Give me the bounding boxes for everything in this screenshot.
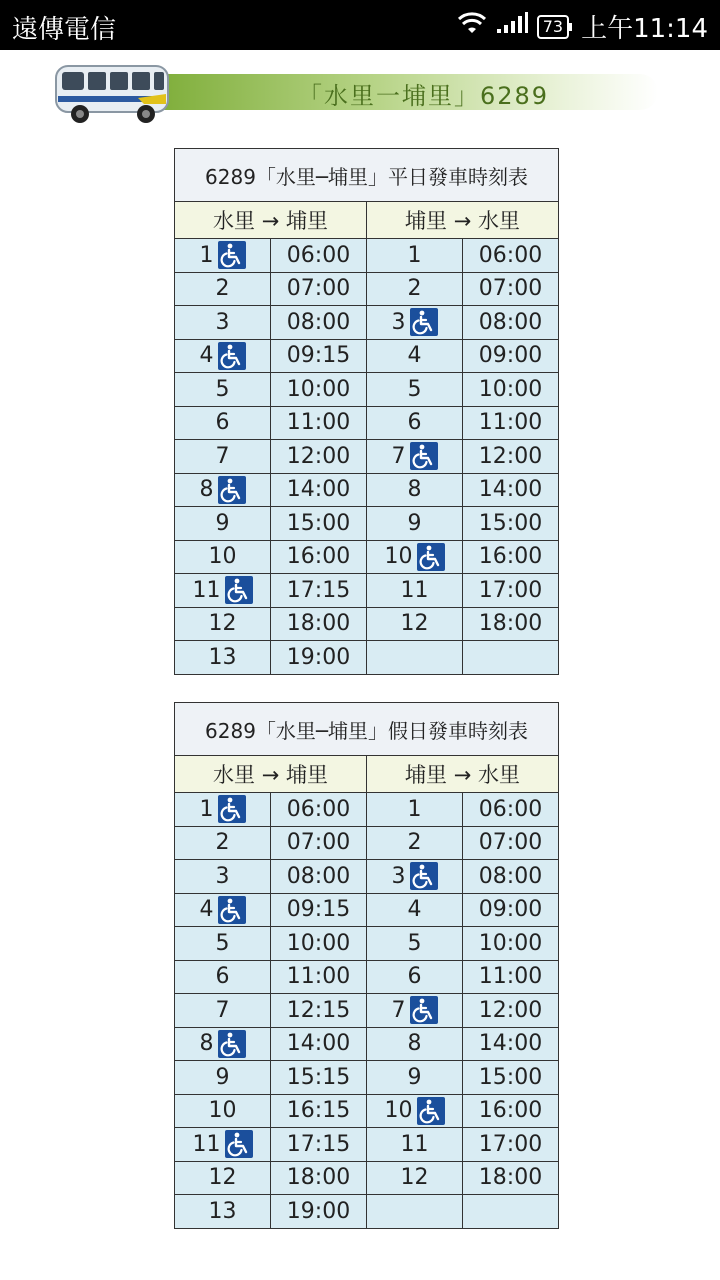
trip-number: 5 xyxy=(407,376,422,402)
departure-time-left: 19:00 xyxy=(271,641,367,675)
trip-number: 5 xyxy=(407,930,422,956)
trip-number: 1 xyxy=(407,242,422,268)
trip-number-wrap xyxy=(408,410,422,435)
trip-number: 8 xyxy=(407,477,422,503)
departure-time-left: 09:15 xyxy=(271,893,367,927)
trip-number-right xyxy=(367,960,463,994)
trip-number: 4 xyxy=(199,897,214,923)
table-row xyxy=(175,406,559,440)
wheelchair-icon xyxy=(410,996,438,1024)
trip-number-wrap xyxy=(209,544,237,569)
departure-time-right: 08:00 xyxy=(463,860,559,894)
trip-number: 5 xyxy=(215,376,230,402)
trip-number-wrap xyxy=(408,830,422,855)
departure-time-right xyxy=(463,641,559,675)
trip-number: 2 xyxy=(215,830,230,856)
trip-number-left xyxy=(175,793,271,827)
trip-number-right xyxy=(367,994,463,1028)
table-row xyxy=(175,339,559,373)
trip-number: 2 xyxy=(215,276,230,302)
wheelchair-icon xyxy=(410,862,438,890)
route-banner xyxy=(48,58,668,128)
trip-number-wrap xyxy=(209,1199,237,1224)
table-row xyxy=(175,893,559,927)
trip-number-left xyxy=(175,1195,271,1229)
trip-number-left xyxy=(175,507,271,541)
trip-number: 8 xyxy=(407,1031,422,1057)
wheelchair-icon xyxy=(410,442,438,470)
trip-number-right xyxy=(367,540,463,574)
table-row xyxy=(175,826,559,860)
wheelchair-icon xyxy=(225,576,253,604)
table-row xyxy=(175,440,559,474)
table-row xyxy=(175,994,559,1028)
trip-number-left xyxy=(175,239,271,273)
departure-time-left: 08:00 xyxy=(271,860,367,894)
trip-number-left xyxy=(175,1094,271,1128)
table-row xyxy=(175,1161,559,1195)
trip-number-wrap xyxy=(401,1165,429,1190)
trip-number: 13 xyxy=(208,644,237,670)
table-row xyxy=(175,306,559,340)
wheelchair-icon xyxy=(218,342,246,370)
departure-time-left: 11:00 xyxy=(271,960,367,994)
trip-number: 10 xyxy=(384,1098,413,1124)
table-row xyxy=(175,473,559,507)
departure-time-left: 15:00 xyxy=(271,507,367,541)
status-bar xyxy=(0,0,720,50)
trip-number: 11 xyxy=(192,1131,221,1157)
trip-number-wrap xyxy=(408,797,422,822)
departure-time-left: 12:00 xyxy=(271,440,367,474)
trip-number: 10 xyxy=(208,1098,237,1124)
wheelchair-icon xyxy=(218,1030,246,1058)
table-row xyxy=(175,1128,559,1162)
trip-number: 10 xyxy=(208,544,237,570)
trip-number: 7 xyxy=(391,443,406,469)
signal-icon xyxy=(495,11,529,42)
trip-number-wrap xyxy=(408,276,422,301)
trip-number-wrap xyxy=(209,1098,237,1123)
departure-time-right: 15:00 xyxy=(463,507,559,541)
trip-number: 4 xyxy=(199,343,214,369)
weekday-caption: 6289「水里─埔里」平日發車時刻表 xyxy=(175,149,559,202)
trip-number-left xyxy=(175,540,271,574)
departure-time-right: 14:00 xyxy=(463,473,559,507)
trip-number: 1 xyxy=(199,242,214,268)
trip-number-right xyxy=(367,473,463,507)
departure-time-right: 18:00 xyxy=(463,607,559,641)
trip-number-left xyxy=(175,860,271,894)
wheelchair-icon xyxy=(218,795,246,823)
trip-number-left xyxy=(175,406,271,440)
departure-time-right: 06:00 xyxy=(463,239,559,273)
table-row xyxy=(175,1027,559,1061)
trip-number: 8 xyxy=(199,477,214,503)
departure-time-left: 16:00 xyxy=(271,540,367,574)
trip-number-wrap xyxy=(216,964,230,989)
departure-time-right: 10:00 xyxy=(463,927,559,961)
trip-number-wrap xyxy=(408,343,422,368)
trip-number-left xyxy=(175,1128,271,1162)
trip-number-left xyxy=(175,1061,271,1095)
departure-time-right: 06:00 xyxy=(463,793,559,827)
trip-number: 1 xyxy=(407,796,422,822)
trip-number: 13 xyxy=(208,1198,237,1224)
wifi-icon xyxy=(457,11,487,42)
trip-number-wrap xyxy=(408,243,422,268)
trip-number-wrap xyxy=(408,477,422,502)
departure-time-right: 09:00 xyxy=(463,339,559,373)
table-row xyxy=(175,540,559,574)
trip-number-wrap xyxy=(216,511,230,536)
trip-number-wrap xyxy=(408,1031,422,1056)
departure-time-left: 07:00 xyxy=(271,272,367,306)
departure-time-right: 09:00 xyxy=(463,893,559,927)
trip-number: 10 xyxy=(384,544,413,570)
trip-number-wrap xyxy=(385,1097,445,1125)
bus-icon xyxy=(48,58,178,128)
departure-time-right: 11:00 xyxy=(463,960,559,994)
trip-number: 6 xyxy=(407,964,422,990)
trip-number-right xyxy=(367,1094,463,1128)
trip-number-right xyxy=(367,272,463,306)
trip-number-left xyxy=(175,960,271,994)
trip-number-wrap xyxy=(401,578,429,603)
trip-number-wrap xyxy=(216,444,230,469)
trip-number-wrap xyxy=(216,931,230,956)
trip-number-wrap xyxy=(408,897,422,922)
trip-number-wrap xyxy=(209,1165,237,1190)
departure-time-left: 18:00 xyxy=(271,1161,367,1195)
clock: 上午11:14 xyxy=(581,14,708,44)
weekday-dir-left: 水里 → 埔里 xyxy=(175,202,367,239)
trip-number-wrap xyxy=(216,410,230,435)
weekday-dir-right: 埔里 → 水里 xyxy=(367,202,559,239)
departure-time-right: 16:00 xyxy=(463,1094,559,1128)
trip-number-wrap xyxy=(408,1065,422,1090)
trip-number: 11 xyxy=(400,1131,429,1157)
departure-time-left: 19:00 xyxy=(271,1195,367,1229)
wheelchair-icon xyxy=(218,476,246,504)
trip-number-left xyxy=(175,440,271,474)
wheelchair-icon xyxy=(218,241,246,269)
table-row xyxy=(175,927,559,961)
table-row xyxy=(175,373,559,407)
trip-number-wrap xyxy=(216,377,230,402)
trip-number-right xyxy=(367,507,463,541)
departure-time-left: 12:15 xyxy=(271,994,367,1028)
trip-number-left xyxy=(175,994,271,1028)
trip-number-wrap xyxy=(408,964,422,989)
trip-number-wrap xyxy=(216,864,230,889)
departure-time-left: 14:00 xyxy=(271,473,367,507)
table-row xyxy=(175,607,559,641)
trip-number-left xyxy=(175,641,271,675)
trip-number: 12 xyxy=(400,611,429,637)
trip-number-wrap xyxy=(408,511,422,536)
wheelchair-icon xyxy=(225,1130,253,1158)
trip-number: 9 xyxy=(407,1064,422,1090)
departure-time-right: 16:00 xyxy=(463,540,559,574)
departure-time-right xyxy=(463,1195,559,1229)
trip-number: 6 xyxy=(215,964,230,990)
trip-number-wrap xyxy=(200,241,246,269)
departure-time-left: 08:00 xyxy=(271,306,367,340)
trip-number-left xyxy=(175,272,271,306)
trip-number-right xyxy=(367,339,463,373)
departure-time-right: 12:00 xyxy=(463,994,559,1028)
banner-title: 「水里一埔里」6289 xyxy=(298,82,550,110)
trip-number-right xyxy=(367,440,463,474)
trip-number-left xyxy=(175,306,271,340)
trip-number-right xyxy=(367,1161,463,1195)
departure-time-left: 06:00 xyxy=(271,793,367,827)
trip-number: 11 xyxy=(192,577,221,603)
trip-number: 3 xyxy=(391,309,406,335)
trip-number-right xyxy=(367,306,463,340)
trip-number: 9 xyxy=(215,1064,230,1090)
trip-number: 2 xyxy=(407,830,422,856)
table-row xyxy=(175,507,559,541)
trip-number: 3 xyxy=(215,863,230,889)
departure-time-right: 07:00 xyxy=(463,272,559,306)
trip-number: 4 xyxy=(407,897,422,923)
table-row xyxy=(175,1094,559,1128)
trip-number: 7 xyxy=(215,997,230,1023)
departure-time-right: 11:00 xyxy=(463,406,559,440)
departure-time-left: 09:15 xyxy=(271,339,367,373)
departure-time-left: 17:15 xyxy=(271,574,367,608)
trip-number: 3 xyxy=(215,309,230,335)
trip-number-wrap xyxy=(200,795,246,823)
departure-time-left: 14:00 xyxy=(271,1027,367,1061)
trip-number-right xyxy=(367,239,463,273)
trip-number: 7 xyxy=(391,997,406,1023)
trip-number-wrap xyxy=(216,310,230,335)
table-row xyxy=(175,641,559,675)
wheelchair-icon xyxy=(410,308,438,336)
trip-number-right xyxy=(367,373,463,407)
holiday-caption: 6289「水里─埔里」假日發車時刻表 xyxy=(175,703,559,756)
departure-time-left: 10:00 xyxy=(271,927,367,961)
departure-time-left: 18:00 xyxy=(271,607,367,641)
trip-number-left xyxy=(175,826,271,860)
trip-number-wrap xyxy=(408,931,422,956)
trip-number-wrap xyxy=(392,996,438,1024)
trip-number-wrap xyxy=(193,1130,253,1158)
departure-time-left: 11:00 xyxy=(271,406,367,440)
trip-number-right xyxy=(367,1027,463,1061)
departure-time-right: 08:00 xyxy=(463,306,559,340)
departure-time-right: 18:00 xyxy=(463,1161,559,1195)
trip-number-right xyxy=(367,893,463,927)
trip-number-right xyxy=(367,641,463,675)
table-row xyxy=(175,860,559,894)
holiday-dir-right: 埔里 → 水里 xyxy=(367,756,559,793)
departure-time-left: 10:00 xyxy=(271,373,367,407)
trip-number-left xyxy=(175,574,271,608)
trip-number-wrap xyxy=(408,377,422,402)
wheelchair-icon xyxy=(218,896,246,924)
trip-number-wrap xyxy=(392,862,438,890)
departure-time-left: 06:00 xyxy=(271,239,367,273)
departure-time-right: 17:00 xyxy=(463,574,559,608)
trip-number-wrap xyxy=(216,830,230,855)
trip-number-wrap xyxy=(401,1132,429,1157)
table-row xyxy=(175,272,559,306)
trip-number-left xyxy=(175,473,271,507)
trip-number-left xyxy=(175,373,271,407)
status-icons xyxy=(457,8,708,45)
trip-number-left xyxy=(175,339,271,373)
trip-number-left xyxy=(175,607,271,641)
trip-number-right xyxy=(367,1195,463,1229)
trip-number-right xyxy=(367,1061,463,1095)
table-row xyxy=(175,1061,559,1095)
departure-time-left: 15:15 xyxy=(271,1061,367,1095)
trip-number-wrap xyxy=(216,1065,230,1090)
trip-number-left xyxy=(175,1027,271,1061)
trip-number-right xyxy=(367,1128,463,1162)
trip-number-left xyxy=(175,893,271,927)
weekday-timetable xyxy=(174,148,559,675)
trip-number-right xyxy=(367,607,463,641)
wheelchair-icon xyxy=(417,543,445,571)
trip-number: 7 xyxy=(215,443,230,469)
trip-number-wrap xyxy=(401,611,429,636)
departure-time-right: 07:00 xyxy=(463,826,559,860)
banner-strip xyxy=(158,74,658,110)
carrier-name: 遠傳電信 xyxy=(12,15,117,45)
trip-number-right xyxy=(367,826,463,860)
trip-number: 5 xyxy=(215,930,230,956)
departure-time-right: 17:00 xyxy=(463,1128,559,1162)
trip-number: 8 xyxy=(199,1031,214,1057)
trip-number-wrap xyxy=(200,476,246,504)
trip-number: 9 xyxy=(215,510,230,536)
trip-number-wrap xyxy=(193,576,253,604)
trip-number: 2 xyxy=(407,276,422,302)
trip-number-right xyxy=(367,793,463,827)
trip-number: 9 xyxy=(407,510,422,536)
table-row xyxy=(175,1195,559,1229)
table-row xyxy=(175,239,559,273)
trip-number-right xyxy=(367,927,463,961)
holiday-dir-left: 水里 → 埔里 xyxy=(175,756,367,793)
departure-time-right: 10:00 xyxy=(463,373,559,407)
trip-number: 11 xyxy=(400,577,429,603)
departure-time-right: 14:00 xyxy=(463,1027,559,1061)
trip-number: 12 xyxy=(208,1165,237,1191)
battery-icon: 73 xyxy=(537,15,569,39)
trip-number-wrap xyxy=(392,442,438,470)
trip-number-wrap xyxy=(392,308,438,336)
trip-number-wrap xyxy=(200,1030,246,1058)
trip-number-wrap xyxy=(200,896,246,924)
table-row xyxy=(175,574,559,608)
holiday-timetable xyxy=(174,702,559,1229)
departure-time-left: 16:15 xyxy=(271,1094,367,1128)
trip-number-wrap xyxy=(216,276,230,301)
trip-number-wrap xyxy=(385,543,445,571)
trip-number: 12 xyxy=(208,611,237,637)
wheelchair-icon xyxy=(417,1097,445,1125)
trip-number-wrap xyxy=(200,342,246,370)
departure-time-right: 12:00 xyxy=(463,440,559,474)
trip-number-right xyxy=(367,860,463,894)
departure-time-right: 15:00 xyxy=(463,1061,559,1095)
trip-number-left xyxy=(175,1161,271,1195)
trip-number: 4 xyxy=(407,343,422,369)
trip-number-wrap xyxy=(216,998,230,1023)
trip-number: 6 xyxy=(215,410,230,436)
departure-time-left: 07:00 xyxy=(271,826,367,860)
table-row xyxy=(175,793,559,827)
trip-number-right xyxy=(367,406,463,440)
table-row xyxy=(175,960,559,994)
trip-number-left xyxy=(175,927,271,961)
trip-number-right xyxy=(367,574,463,608)
trip-number: 3 xyxy=(391,863,406,889)
trip-number: 12 xyxy=(400,1165,429,1191)
trip-number-wrap xyxy=(209,611,237,636)
trip-number: 1 xyxy=(199,796,214,822)
departure-time-left: 17:15 xyxy=(271,1128,367,1162)
trip-number-wrap xyxy=(209,645,237,670)
trip-number: 6 xyxy=(407,410,422,436)
